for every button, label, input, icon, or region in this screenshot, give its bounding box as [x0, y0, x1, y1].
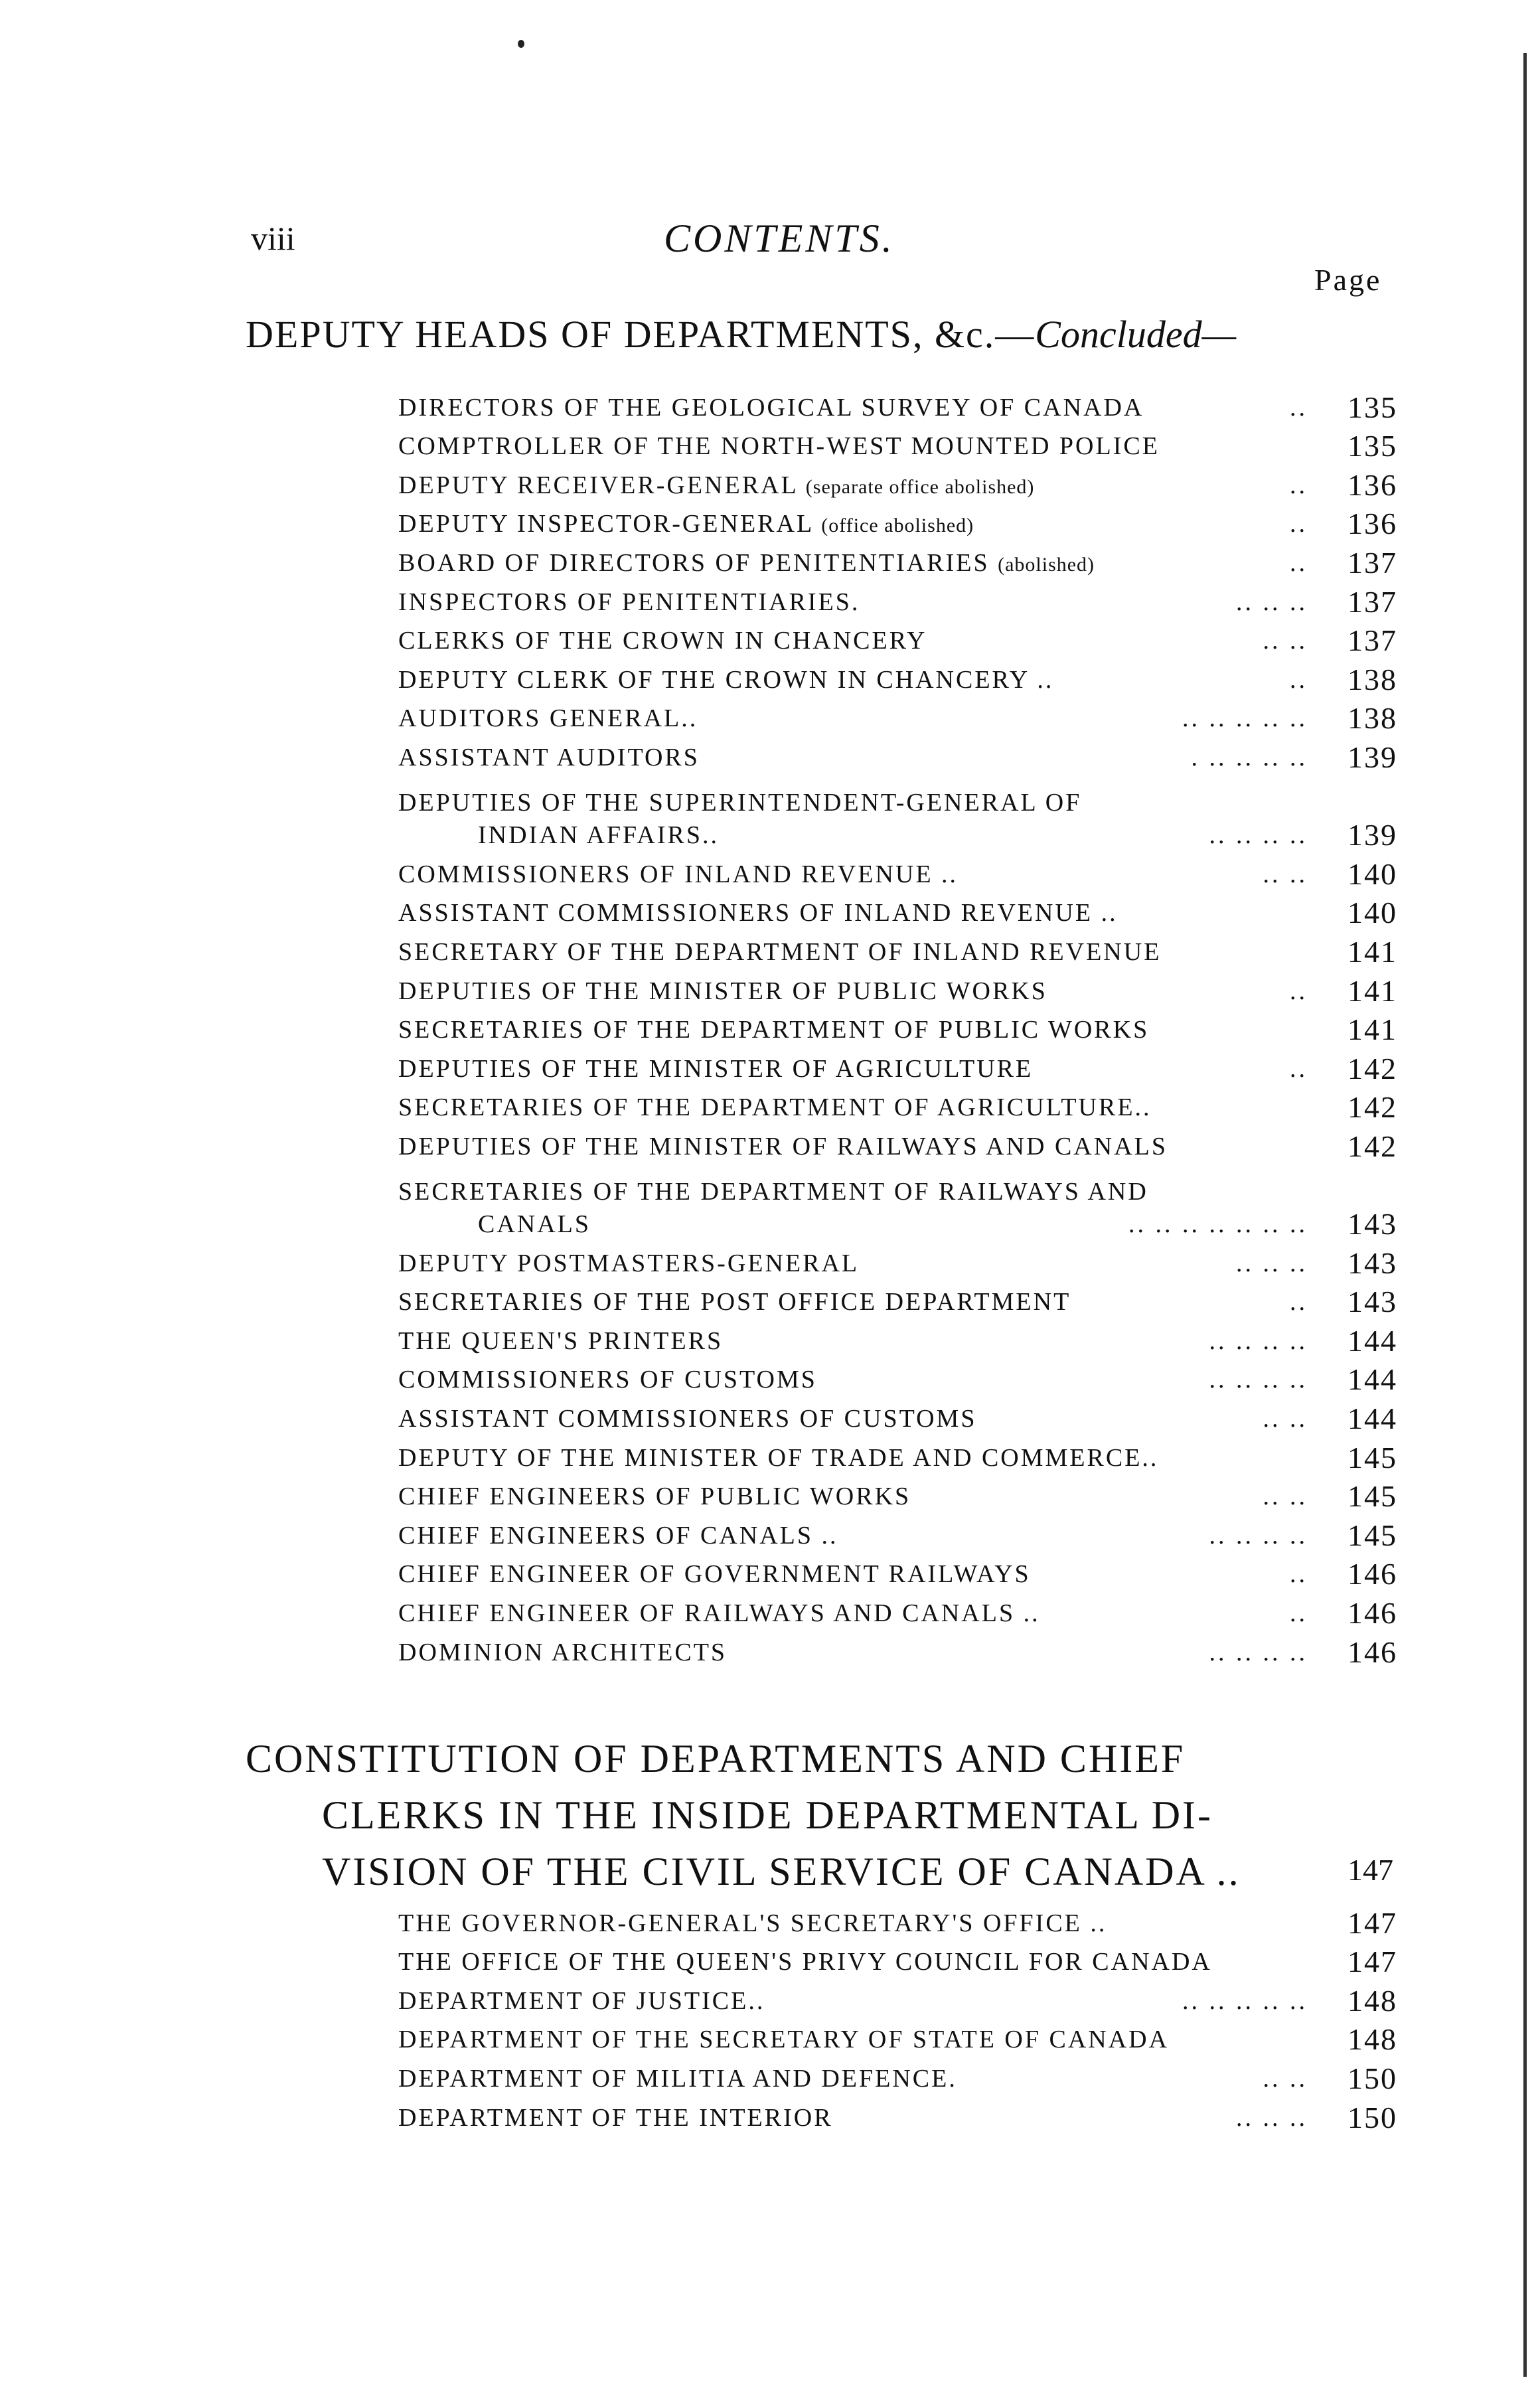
toc-entry-title: CHIEF ENGINEERS OF PUBLIC WORKS: [398, 1482, 911, 1511]
toc-entry-leader-dots: .. ..: [1263, 1405, 1308, 1433]
toc-entry-title: THE GOVERNOR-GENERAL'S SECRETARY'S OFFICE ..: [398, 1909, 1107, 1937]
toc-entry: [398, 1166, 1407, 1244]
toc-entry-page-number: 138: [1348, 662, 1397, 696]
toc-entry: [398, 1943, 1407, 1982]
toc-entry: [398, 1982, 1407, 2021]
toc-entry-leader-dots: .. .. .. .. .. .. ..: [1128, 1210, 1308, 1239]
toc-entry-leader-dots: .. .. ..: [1236, 2103, 1308, 2132]
toc-entry-title: ASSISTANT COMMISSIONERS OF INLAND REVENUE ..: [398, 899, 1118, 927]
toc-entry-title: DEPUTIES OF THE SUPERINTENDENT-GENERAL OF: [398, 788, 1082, 817]
toc-entry: [398, 933, 1407, 972]
toc-entry-page-number: 142: [1348, 1051, 1397, 1085]
toc-entry: [398, 1594, 1407, 1633]
toc-entry-page-number: 135: [1348, 390, 1397, 424]
toc-entry-note: (abolished): [998, 553, 1095, 576]
toc-entry-leader-dots: .. .. .. ..: [1209, 1638, 1308, 1666]
toc-entry-page-number: 137: [1348, 545, 1397, 580]
toc-entry-title: DEPARTMENT OF THE SECRETARY OF STATE OF CANADA: [398, 2026, 1170, 2054]
toc-entry-title: DEPUTY OF THE MINISTER OF TRADE AND COMMERCE..: [398, 1443, 1159, 1472]
toc-entry-leader-dots: ..: [1290, 1560, 1308, 1589]
toc-entry: [398, 2059, 1407, 2099]
toc-entry-title: SECRETARIES OF THE DEPARTMENT OF AGRICULTURE..: [398, 1093, 1152, 1122]
toc-entry-page-number: 139: [1348, 740, 1397, 774]
toc-entry-title: COMPTROLLER OF THE NORTH-WEST MOUNTED POLICE: [398, 432, 1160, 461]
toc-entry-title: ASSISTANT COMMISSIONERS OF CUSTOMS: [398, 1405, 977, 1433]
toc-entry-page-number: 147: [1348, 1905, 1397, 1940]
toc-entry-title: DEPUTY CLERK OF THE CROWN IN CHANCERY ..: [398, 665, 1054, 694]
toc-entry-page-number: 139: [1348, 818, 1397, 852]
toc-entry: [398, 2021, 1407, 2060]
toc-entry-title: COMMISSIONERS OF CUSTOMS: [398, 1366, 817, 1394]
toc-entry-page-number: 147: [1348, 1945, 1397, 1979]
toc-entry-title: DEPUTIES OF THE MINISTER OF PUBLIC WORKS: [398, 977, 1047, 1005]
toc-entry-title: AUDITORS GENERAL..: [398, 704, 698, 733]
toc-entry-title: DIRECTORS OF THE GEOLOGICAL SURVEY OF CANADA: [398, 393, 1144, 422]
toc-entry: [398, 583, 1407, 622]
toc-entry-leader-dots: ..: [1290, 977, 1308, 1005]
toc-entry: [398, 1439, 1407, 1478]
toc-entry-title-wrap: [398, 1947, 1212, 1976]
toc-entry-leader-dots: .. .. .. ..: [1209, 1326, 1308, 1355]
toc-entry: [398, 505, 1407, 544]
toc-entry-leader-dots: ..: [1290, 1054, 1308, 1083]
toc-entry: [398, 1011, 1407, 1050]
toc-entry-title-wrap: [398, 898, 1118, 927]
toc-entry-title-wrap: [398, 1909, 1107, 1938]
toc-entry-leader-dots: ..: [1290, 1288, 1308, 1317]
toc-entry: [398, 1244, 1407, 1283]
toc-entry-page-number: 135: [1348, 429, 1397, 463]
toc-entry-title: DEPARTMENT OF THE INTERIOR: [398, 2103, 833, 2132]
section2-heading-line3: VISION OF THE CIVIL SERVICE OF CANADA ..: [322, 1850, 1241, 1893]
toc-entry-leader-dots: .. .. ..: [1236, 588, 1308, 616]
ink-speck: [518, 40, 524, 48]
toc-entry-title-wrap: [398, 1443, 1158, 1473]
toc-entry-leader-dots: .. ..: [1263, 2064, 1308, 2093]
toc-entry-page-number: 143: [1348, 1207, 1397, 1241]
toc-entry: [398, 622, 1407, 661]
toc-entry-page-number: 144: [1348, 1401, 1397, 1436]
toc-entry-title: DEPARTMENT OF JUSTICE..: [398, 1986, 765, 2015]
toc-entry-leader-dots: . .. .. .. ..: [1191, 743, 1308, 771]
toc-entry-leader-dots: .. .. .. .. ..: [1182, 704, 1308, 733]
toc-entry-title-continued: CANALS: [478, 1210, 591, 1239]
toc-entry: [398, 1050, 1407, 1089]
toc-entry: [398, 777, 1407, 855]
toc-entry-title: DEPUTY POSTMASTERS-GENERAL: [398, 1249, 860, 1277]
toc-entry-page-number: 138: [1348, 701, 1397, 736]
toc-entry: [398, 972, 1407, 1011]
toc-entry-page-number: 141: [1348, 1012, 1397, 1047]
toc-entry-leader-dots: .. .. .. ..: [1209, 1521, 1308, 1550]
toc-entry: [398, 1633, 1407, 1672]
section2-heading-line2: CLERKS IN THE INSIDE DEPARTMENTAL DI-: [322, 1793, 1213, 1837]
toc-entry-title: DOMINION ARCHITECTS: [398, 1638, 728, 1666]
toc-entry-leader-dots: .. .. .. .. ..: [1182, 1986, 1308, 2015]
toc-entry: [398, 855, 1407, 894]
toc-entry-leader-dots: ..: [1290, 510, 1308, 538]
page-edge-shadow: [1523, 53, 1527, 2377]
toc-entry-title: SECRETARY OF THE DEPARTMENT OF INLAND REVENUE: [398, 937, 1162, 966]
toc-entry: [398, 466, 1407, 505]
toc-entry-title: THE OFFICE OF THE QUEEN'S PRIVY COUNCIL FOR CANADA: [398, 1948, 1212, 1976]
toc-entry-page-number: 140: [1348, 856, 1397, 891]
toc-entry-page-number: 144: [1348, 1362, 1397, 1397]
toc-entry-title: DEPUTIES OF THE MINISTER OF AGRICULTURE: [398, 1054, 1034, 1083]
toc-entry-title: CHIEF ENGINEERS OF CANALS ..: [398, 1521, 838, 1550]
section-heading-text: DEPUTY HEADS OF DEPARTMENTS, &c.—: [246, 313, 1036, 356]
toc-entry: [398, 738, 1407, 777]
toc-entry-page-number: 146: [1348, 1635, 1397, 1669]
section2-heading-line1: CONSTITUTION OF DEPARTMENTS AND CHIEF: [246, 1737, 1186, 1781]
toc-entry-page-number: 141: [1348, 973, 1397, 1008]
toc-entry-page-number: 150: [1348, 2100, 1397, 2134]
toc-entry-page-number: 148: [1348, 1983, 1397, 2018]
toc-entry-title: INSPECTORS OF PENITENTIARIES.: [398, 588, 860, 616]
section1-entries: [398, 388, 1407, 1672]
toc-entry-page-number: 146: [1348, 1557, 1397, 1591]
toc-entry-title-wrap: [398, 2025, 1169, 2054]
section-heading-deputy-heads: [246, 312, 1236, 357]
toc-entry-title-wrap: [398, 1132, 1168, 1161]
toc-entry: [398, 1361, 1407, 1400]
toc-entry: [398, 428, 1407, 467]
toc-entry-title-continued: INDIAN AFFAIRS..: [478, 821, 719, 850]
toc-entry: [398, 661, 1407, 700]
toc-entry-leader-dots: ..: [1290, 1599, 1308, 1627]
toc-entry-page-number: 142: [1348, 1129, 1397, 1163]
toc-entry: [398, 1089, 1407, 1128]
toc-entry-title: THE QUEEN'S PRINTERS: [398, 1326, 724, 1355]
toc-entry: [398, 1556, 1407, 1595]
toc-entry-title: DEPUTY RECEIVER-GENERAL: [398, 471, 798, 499]
toc-entry-page-number: 136: [1348, 507, 1397, 541]
toc-entry-page-number: 136: [1348, 467, 1397, 502]
toc-entry-page-number: 141: [1348, 934, 1397, 969]
toc-entry: [398, 1322, 1407, 1361]
toc-entry-page-number: 145: [1348, 1518, 1397, 1552]
toc-entry-page-number: 137: [1348, 584, 1397, 619]
toc-entry-page-number: 143: [1348, 1245, 1397, 1280]
toc-entry: [398, 544, 1407, 583]
toc-entry: [398, 2099, 1407, 2138]
section-heading-concluded: Concluded—: [1035, 313, 1237, 356]
toc-entry-title: CHIEF ENGINEER OF GOVERNMENT RAILWAYS: [398, 1560, 1031, 1589]
toc-entry-title: DEPUTIES OF THE MINISTER OF RAILWAYS AND CANALS: [398, 1132, 1168, 1160]
toc-entry: [398, 894, 1407, 933]
toc-entry-title: SECRETARIES OF THE DEPARTMENT OF PUBLIC WORKS: [398, 1016, 1150, 1044]
toc-entry-leader-dots: ..: [1290, 393, 1308, 422]
toc-entry-leader-dots: .. ..: [1263, 627, 1308, 655]
toc-entry-title: DEPUTY INSPECTOR-GENERAL: [398, 510, 813, 538]
toc-entry-leader-dots: ..: [1290, 665, 1308, 694]
toc-entry-title: ASSISTANT AUDITORS: [398, 743, 700, 771]
toc-entry-title: BOARD OF DIRECTORS OF PENITENTIARIES: [398, 548, 990, 577]
toc-entry-page-number: 143: [1348, 1285, 1397, 1319]
toc-entry-page-number: 148: [1348, 2022, 1397, 2057]
toc-entry: [398, 1516, 1407, 1556]
toc-entry-leader-dots: .. .. .. ..: [1209, 821, 1308, 850]
section2-entries: [398, 1904, 1407, 2138]
toc-entry: [398, 700, 1407, 739]
toc-entry: [398, 388, 1407, 428]
toc-entry-title: COMMISSIONERS OF INLAND REVENUE ..: [398, 860, 959, 888]
toc-entry-title-wrap: [398, 432, 1160, 461]
toc-entry-title: SECRETARIES OF THE DEPARTMENT OF RAILWAYS AND: [398, 1177, 1148, 1206]
toc-entry-page-number: 145: [1348, 1479, 1397, 1514]
toc-entry-title: CLERKS OF THE CROWN IN CHANCERY: [398, 627, 927, 655]
toc-entry-title-wrap: [398, 1015, 1149, 1044]
toc-entry-title-wrap: [398, 1093, 1152, 1122]
section2-page-number: 147: [1348, 1853, 1393, 1887]
toc-entry-page-number: 144: [1348, 1323, 1397, 1358]
toc-entry-leader-dots: ..: [1290, 471, 1308, 499]
toc-entry: [398, 1127, 1407, 1166]
toc-entry-leader-dots: .. .. .. ..: [1209, 1366, 1308, 1394]
toc-entry-page-number: 137: [1348, 623, 1397, 658]
toc-entry-note: (office abolished): [821, 515, 974, 537]
toc-entry-leader-dots: .. ..: [1263, 860, 1308, 888]
toc-entry-title: SECRETARIES OF THE POST OFFICE DEPARTMENT: [398, 1288, 1071, 1317]
toc-entry-title-wrap: [398, 937, 1161, 967]
toc-entry-page-number: 142: [1348, 1090, 1397, 1125]
page-folio: viii: [251, 220, 295, 257]
toc-entry: [398, 1478, 1407, 1517]
toc-entry: [398, 1400, 1407, 1439]
toc-entry-page-number: 146: [1348, 1596, 1397, 1630]
toc-entry: [398, 1283, 1407, 1322]
toc-entry-page-number: 150: [1348, 2061, 1397, 2095]
toc-entry-note: (separate office abolished): [805, 475, 1035, 498]
running-title: CONTENTS.: [664, 216, 895, 260]
toc-entry-title: CHIEF ENGINEER OF RAILWAYS AND CANALS ..: [398, 1599, 1040, 1627]
toc-entry-leader-dots: ..: [1290, 548, 1308, 577]
page-column-label: Page: [1314, 263, 1382, 297]
toc-entry: [398, 1904, 1407, 1943]
toc-entry-leader-dots: .. ..: [1263, 1482, 1308, 1511]
toc-entry-page-number: 140: [1348, 896, 1397, 930]
toc-entry-title: DEPARTMENT OF MILITIA AND DEFENCE.: [398, 2064, 957, 2093]
toc-entry-page-number: 145: [1348, 1440, 1397, 1475]
toc-entry-leader-dots: .. .. ..: [1236, 1249, 1308, 1277]
